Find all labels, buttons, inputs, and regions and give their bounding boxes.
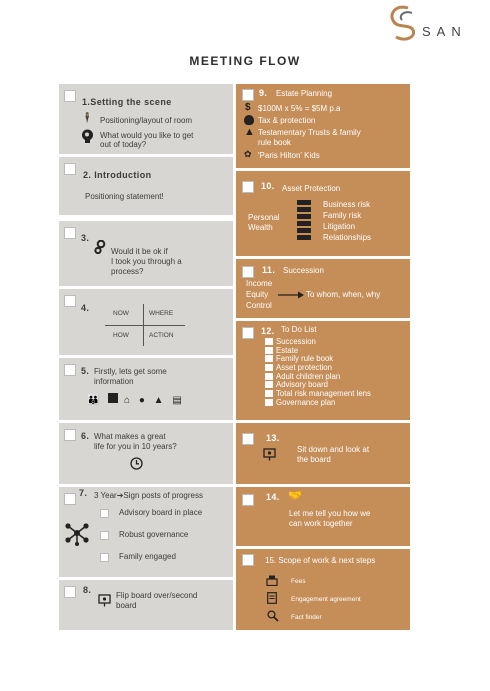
step-10-risk-3: Litigation <box>323 222 356 231</box>
step-6-line1: What makes a great <box>94 432 166 441</box>
step-10-left2: Wealth <box>248 223 273 232</box>
gears-icon <box>94 240 106 254</box>
step-1-checkbox[interactable] <box>64 90 76 102</box>
todo-item[interactable]: Asset protection <box>265 364 371 373</box>
todo-item[interactable]: Total risk management lens <box>265 390 371 399</box>
step-8-number: 8. <box>83 585 92 595</box>
step-1-line2a: What would you like to get <box>100 131 194 140</box>
step-10 <box>236 171 410 256</box>
arrow-right-icon <box>278 291 304 299</box>
quadrant-divider-horizontal <box>105 325 185 326</box>
warning-icon: ▲ <box>153 395 167 406</box>
step-1-line1: Positioning/layout of room <box>100 116 193 125</box>
step-15-item-2: Engagement agreement <box>291 596 361 603</box>
step-7-item-2: Robust governance <box>119 530 189 539</box>
step-2 <box>59 157 233 215</box>
step-6-line2: life for you in 10 years? <box>94 442 177 451</box>
todo-item[interactable]: Governance plan <box>265 399 371 408</box>
pyramid-icon: ▲ <box>244 126 255 138</box>
step-14-line2: can work together <box>289 519 353 528</box>
family-icon: 👪 <box>87 395 103 406</box>
step-13-checkbox[interactable] <box>242 433 254 445</box>
todo-item[interactable]: Advisory board <box>265 381 371 390</box>
step-4-checkbox[interactable] <box>64 295 76 307</box>
step-5-line1: Firstly, lets get some <box>94 367 167 376</box>
head-gear-icon <box>81 129 94 143</box>
step-7-number: 7. <box>79 488 88 498</box>
step-7-title: 3 Year➔Sign posts of progress <box>94 491 203 500</box>
step-15-title: 15. Scope of work & next steps <box>265 556 376 565</box>
todo-checkbox-icon[interactable] <box>265 399 273 406</box>
todo-item[interactable]: Succession <box>265 338 371 347</box>
step-13-number: 13. <box>266 433 280 443</box>
step-10-left1: Personal <box>248 213 280 222</box>
handshake-icon: 🤝 <box>288 490 302 502</box>
step-7-item-checkbox-2[interactable] <box>100 531 109 540</box>
cash-register-icon <box>266 575 278 586</box>
step-6 <box>59 423 233 484</box>
people-meeting-icon: 🕴 <box>81 113 94 124</box>
step-9-item-2: Tax & protection <box>258 116 316 125</box>
step-3 <box>59 221 233 286</box>
step-14-line1: Let me tell you how we <box>289 509 371 518</box>
step-7-item-checkbox-3[interactable] <box>100 553 109 562</box>
step-3-line2: I took you through a <box>111 257 182 266</box>
todo-item[interactable]: Estate <box>265 347 371 356</box>
step-9-title: Estate Planning <box>276 89 333 98</box>
presentation-board-icon <box>263 448 276 461</box>
clock-icon <box>130 457 143 470</box>
step-1-title: 1.Setting the scene <box>82 97 172 107</box>
step-11-left-1: Income <box>246 279 273 288</box>
magnifier-icon <box>267 610 279 622</box>
step-15 <box>236 549 410 630</box>
step-3-line1: Would it be ok if <box>111 247 168 256</box>
step-11-left-2: Equity <box>246 290 269 299</box>
todo-item[interactable]: Adult children plan <box>265 373 371 382</box>
dollar-icon: $ <box>245 102 251 113</box>
step-15-checkbox[interactable] <box>242 554 254 566</box>
step-9-item-1: $100M x 5% = $5M p.a <box>258 104 341 113</box>
todo-list <box>265 338 371 408</box>
step-8-line2: board <box>116 601 137 610</box>
step-7-item-3: Family engaged <box>119 552 176 561</box>
presentation-board-icon <box>98 594 111 607</box>
step-15-item-1: Fees <box>291 578 306 585</box>
todo-checkbox-icon[interactable] <box>265 364 273 371</box>
step-1 <box>59 84 233 154</box>
step-12-number: 12. <box>261 326 275 336</box>
page-title: MEETING FLOW <box>189 54 301 68</box>
step-10-checkbox[interactable] <box>242 181 254 193</box>
san-logo-icon <box>386 4 422 42</box>
step-1-line2b: out of today? <box>100 140 147 149</box>
step-14 <box>236 487 410 546</box>
step-3-checkbox[interactable] <box>64 227 76 239</box>
quadrant-action: ACTION <box>149 332 174 339</box>
step-4 <box>59 289 233 355</box>
checklist-icon: ▤ <box>172 395 185 406</box>
step-3-number: 3. <box>81 233 90 243</box>
step-11-number: 11. <box>262 265 276 275</box>
step-5-number: 5. <box>81 366 90 376</box>
step-9 <box>236 84 410 168</box>
children-icon: ✿ <box>244 149 252 159</box>
step-7-checkbox[interactable] <box>64 493 76 505</box>
step-10-risk-2: Family risk <box>323 211 362 220</box>
step-3-line3: process? <box>111 267 144 276</box>
quadrant-where: WHERE <box>149 310 174 317</box>
step-4-number: 4. <box>81 303 90 313</box>
step-11-title: Succession <box>283 266 324 275</box>
step-7-item-1: Advisory board in place <box>119 508 203 517</box>
document-icon <box>108 393 118 403</box>
todo-checkbox-icon[interactable] <box>265 338 273 345</box>
step-5-checkbox[interactable] <box>64 364 76 376</box>
step-14-checkbox[interactable] <box>242 494 254 506</box>
step-7-item-checkbox-1[interactable] <box>100 509 109 518</box>
tax-bag-icon <box>244 115 254 125</box>
quadrant-how: HOW <box>113 332 129 339</box>
step-10-risk-1: Business risk <box>323 200 371 209</box>
step-11-left-3: Control <box>246 301 272 310</box>
network-icon <box>64 520 90 546</box>
todo-checkbox-icon[interactable] <box>265 347 273 354</box>
step-13 <box>236 423 410 484</box>
step-2-checkbox[interactable] <box>64 163 76 175</box>
step-6-checkbox[interactable] <box>64 429 76 441</box>
globe-icon: ● <box>138 395 148 406</box>
logo-text: SAN <box>422 24 467 39</box>
quadrant-now: NOW <box>113 310 129 317</box>
todo-checkbox-icon[interactable] <box>265 355 273 362</box>
house-icon: ⌂ <box>124 395 134 406</box>
wall-bricks-icon <box>297 199 313 241</box>
step-5-line2: information <box>94 377 134 386</box>
step-9-checkbox[interactable] <box>242 89 254 101</box>
todo-checkbox-icon[interactable] <box>265 381 273 388</box>
step-9-item-5: 'Paris Hilton' Kids <box>258 151 320 160</box>
todo-checkbox-icon[interactable] <box>265 373 273 380</box>
step-8-line1: Flip board over/second <box>116 591 198 600</box>
logo <box>386 4 476 42</box>
step-11-right: To whom, when, why <box>306 290 381 299</box>
step-15-item-3: Fact finder <box>291 614 322 621</box>
step-2-title: 2. Introduction <box>83 170 152 180</box>
todo-checkbox-icon[interactable] <box>265 390 273 397</box>
step-2-text: Positioning statement! <box>85 192 164 201</box>
agreement-document-icon <box>267 592 277 604</box>
step-10-risk-4: Relationships <box>323 233 372 242</box>
step-12-checkbox[interactable] <box>242 327 254 339</box>
step-13-line2: the board <box>297 455 331 464</box>
step-5 <box>59 358 233 420</box>
step-8 <box>59 580 233 630</box>
step-10-title: Asset Protection <box>282 184 341 193</box>
step-6-number: 6. <box>81 431 90 441</box>
step-13-line1: Sit down and look at <box>297 445 370 454</box>
step-14-number: 14. <box>266 492 280 502</box>
info-icons-row <box>87 393 185 406</box>
step-11-checkbox[interactable] <box>242 266 254 278</box>
todo-item[interactable]: Family rule book <box>265 355 371 364</box>
step-11 <box>236 259 410 318</box>
step-9-item-3: Testamentary Trusts & family <box>258 128 361 137</box>
step-12 <box>236 321 410 420</box>
step-9-item-4: rule book <box>258 138 291 147</box>
step-9-number: 9. <box>259 88 268 98</box>
step-7 <box>59 487 233 577</box>
step-12-title: To Do List <box>281 325 317 334</box>
step-10-number: 10. <box>261 181 275 191</box>
step-8-checkbox[interactable] <box>64 586 76 598</box>
